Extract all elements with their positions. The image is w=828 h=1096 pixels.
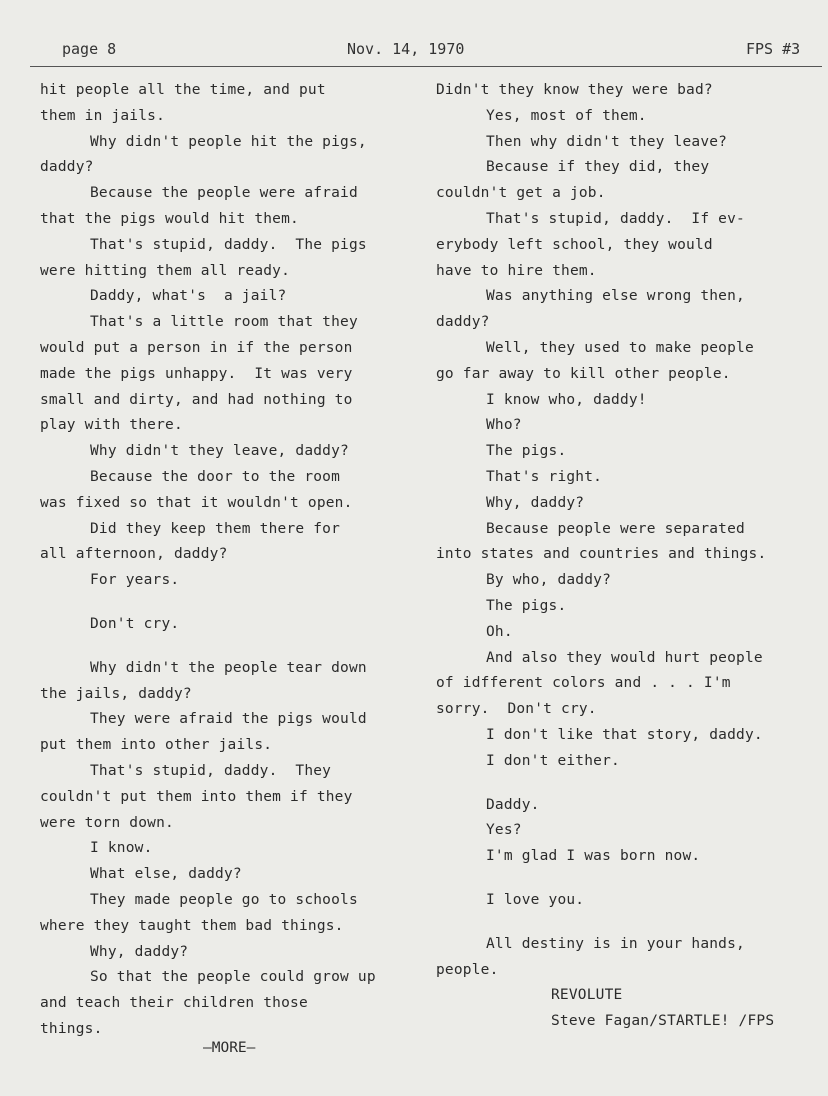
text-line: So that the people could grow up: [90, 969, 376, 986]
text-line: go far away to kill other people.: [436, 365, 731, 382]
text-line: Yes?: [486, 822, 522, 839]
text-line: Why, daddy?: [90, 943, 189, 960]
text-line: Did they keep them there for: [90, 520, 341, 537]
text-line: I love you.: [486, 891, 585, 908]
text-line: For years.: [90, 572, 180, 589]
signature-line: Steve Fagan/STARTLE! /FPS: [551, 1013, 775, 1030]
header-rule: [30, 66, 822, 67]
text-line: Because if they did, they: [486, 159, 710, 176]
text-line: Was anything else wrong then,: [486, 288, 745, 305]
text-line: where they taught them bad things.: [40, 917, 344, 934]
right-column: [436, 78, 821, 1035]
text-line: was fixed so that it wouldn't open.: [40, 494, 353, 511]
text-line: and teach their children those: [40, 995, 308, 1012]
text-line: daddy?: [436, 314, 490, 331]
text-line: daddy?: [40, 159, 94, 176]
text-line: were torn down.: [40, 814, 174, 831]
text-line: The pigs.: [486, 443, 567, 460]
text-line: were hitting them all ready.: [40, 262, 291, 279]
text-line: All destiny is in your hands,: [486, 935, 745, 952]
issue-date: Nov. 14, 1970: [347, 40, 465, 58]
text-line: Didn't they know they were bad?: [436, 82, 713, 98]
page-number: page 8: [62, 40, 117, 58]
text-line: I know.: [90, 840, 153, 857]
text-line: all afternoon, daddy?: [40, 546, 228, 563]
text-line: They were afraid the pigs would: [90, 711, 367, 728]
text-line: hit people all the time, and put: [40, 82, 326, 98]
text-line: They made people go to schools: [90, 891, 358, 908]
text-line: Daddy.: [486, 796, 540, 813]
text-line: things.: [40, 1020, 103, 1037]
text-line: Why, daddy?: [486, 494, 585, 511]
text-line: Oh.: [486, 623, 513, 640]
text-line: erybody left school, they would: [436, 236, 713, 253]
text-line: That's stupid, daddy. The pigs: [90, 236, 367, 253]
text-line: Yes, most of them.: [486, 107, 647, 124]
text-line: The pigs.: [486, 597, 567, 614]
text-line: Daddy, what's a jail?: [90, 288, 287, 305]
page-header: [0, 40, 828, 64]
text-line: By who, daddy?: [486, 572, 612, 589]
text-line: sorry. Don't cry.: [436, 701, 597, 718]
text-line: That's stupid, daddy. They: [90, 762, 332, 779]
text-line: Who?: [486, 417, 522, 434]
text-line: couldn't get a job.: [436, 185, 606, 202]
left-column: [40, 78, 410, 1043]
more-marker: —MORE—: [203, 1040, 256, 1056]
text-line: into states and countries and things.: [436, 546, 767, 563]
text-line: couldn't put them into them if they: [40, 788, 353, 805]
text-line: That's stupid, daddy. If ev-: [486, 210, 745, 227]
text-line: What else, daddy?: [90, 866, 242, 883]
issue-label: FPS #3: [746, 40, 801, 58]
text-line: play with there.: [40, 417, 183, 434]
signature-line: REVOLUTE: [551, 987, 623, 1004]
text-line: people.: [436, 961, 499, 978]
text-line: That's a little room that they: [90, 314, 358, 331]
text-line: Why didn't people hit the pigs,: [90, 133, 367, 150]
text-line: I don't either.: [486, 752, 620, 769]
text-line: made the pigs unhappy. It was very: [40, 365, 353, 382]
text-line: Why didn't they leave, daddy?: [90, 443, 349, 460]
text-line: that the pigs would hit them.: [40, 210, 299, 227]
text-line: Don't cry.: [90, 615, 180, 632]
text-line: Well, they used to make people: [486, 339, 754, 356]
text-line: small and dirty, and had nothing to: [40, 391, 353, 408]
text-line: Then why didn't they leave?: [486, 133, 728, 150]
text-line: I don't like that story, daddy.: [486, 726, 763, 743]
text-line: Because the door to the room: [90, 468, 341, 485]
text-line: the jails, daddy?: [40, 685, 192, 702]
text-line: I'm glad I was born now.: [486, 848, 701, 865]
text-line: would put a person in if the person: [40, 339, 353, 356]
text-line: have to hire them.: [436, 262, 597, 279]
text-line: put them into other jails.: [40, 737, 273, 754]
text-line: them in jails.: [40, 107, 166, 124]
text-line: of idfferent colors and . . . I'm: [436, 675, 731, 692]
text-line: Because people were separated: [486, 520, 745, 537]
text-line: Because the people were afraid: [90, 185, 358, 202]
text-line: I know who, daddy!: [486, 391, 647, 408]
text-line: That's right.: [486, 468, 603, 485]
text-line: And also they would hurt people: [486, 649, 763, 666]
text-line: Why didn't the people tear down: [90, 659, 367, 676]
